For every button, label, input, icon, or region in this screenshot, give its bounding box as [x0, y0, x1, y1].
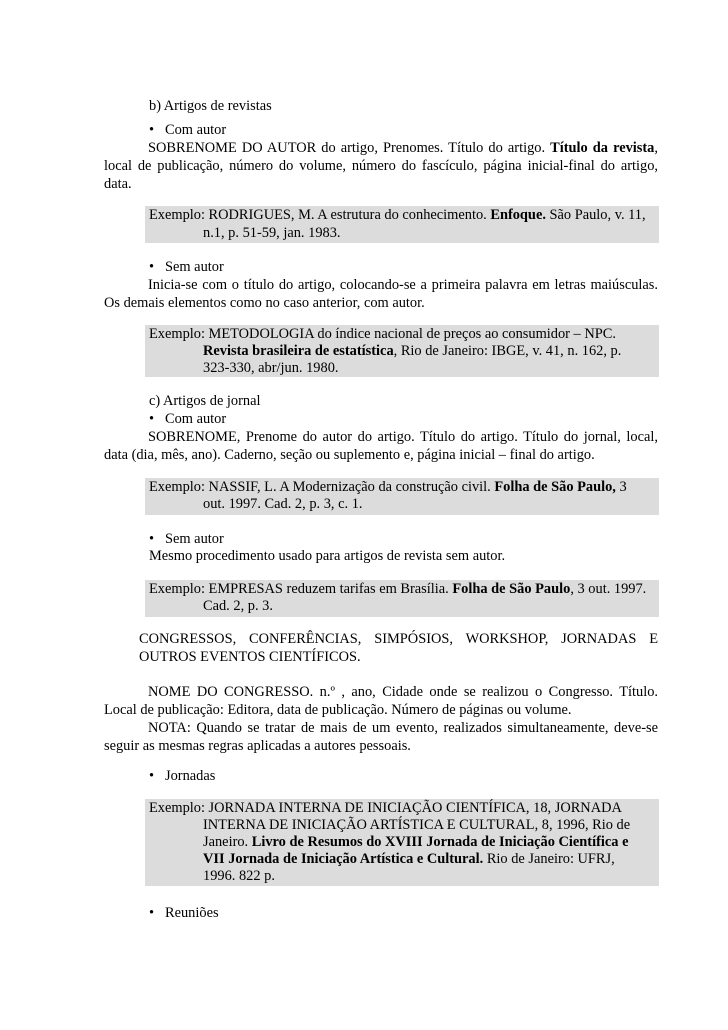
bullet-icon: •	[149, 122, 155, 138]
bullet-icon: •	[149, 259, 155, 275]
example-text: 323-330, abr/jun. 1980.	[203, 360, 339, 376]
bullet-icon: •	[149, 768, 155, 784]
example-text: out. 1997. Cad. 2, p. 3, c. 1.	[203, 496, 363, 512]
list-item: • Reuniões	[149, 905, 219, 921]
list-item: • Com autor	[149, 411, 227, 427]
paragraph: Inicia-se com o título do artigo, colocando-se a primeira palavra em letras maiúsculas. Os demais elementos como no caso anterior, com autor.	[104, 277, 658, 311]
list-item: • Com autor	[149, 122, 227, 138]
example-text: Revista brasileira de estatística, Rio de Janeiro: IBGE, v. 41, n. 162, p.	[203, 343, 622, 359]
paragraph: SOBRENOME, Prenome do autor do artigo. Título do artigo. Título do jornal, local, data (dia, mês, ano). Caderno, seção ou suplemento e, página inicial – final do artigo.	[104, 429, 658, 463]
example-text: Exemplo: EMPRESAS reduzem tarifas em Brasília. Folha de São Paulo, 3 out. 1997.	[149, 581, 647, 597]
list-item: • Sem autor	[149, 259, 224, 275]
section-heading: OUTROS EVENTOS CIENTÍFICOS.	[139, 649, 361, 665]
example-text: Cad. 2, p. 3.	[203, 598, 273, 614]
example-text: Janeiro. Livro de Resumos do XVIII Jornada de Iniciação Científica e	[203, 834, 629, 850]
section-heading: c) Artigos de jornal	[149, 393, 261, 409]
example-text: Exemplo: METODOLOGIA do índice nacional de preços ao consumidor – NPC.	[149, 326, 616, 342]
example-text: Exemplo: NASSIF, L. A Modernização da construção civil. Folha de São Paulo, 3	[149, 479, 627, 495]
example-text: n.1, p. 51-59, jan. 1983.	[203, 225, 341, 241]
section-heading: b) Artigos de revistas	[149, 98, 272, 114]
bullet-icon: •	[149, 411, 155, 427]
paragraph: Mesmo procedimento usado para artigos de revista sem autor.	[149, 548, 506, 564]
list-item: • Sem autor	[149, 531, 224, 547]
paragraph: NOME DO CONGRESSO. n.º , ano, Cidade onde se realizou o Congresso. Título. Local de publicação: Editora, data de publicação. Número de páginas ou volume.	[104, 684, 658, 718]
example-text: 1996. 822 p.	[203, 868, 275, 884]
example-text: VII Jornada de Iniciação Artística e Cultural. Rio de Janeiro: UFRJ,	[203, 851, 615, 867]
bullet-icon: •	[149, 531, 155, 547]
paragraph: NOTA: Quando se tratar de mais de um evento, realizados simultaneamente, deve-se seguir as mesmas regras aplicadas a autores pessoais.	[104, 720, 658, 754]
section-heading: CONGRESSOS, CONFERÊNCIAS, SIMPÓSIOS, WORKSHOP, JORNADAS E	[139, 631, 658, 647]
example-text: INTERNA DE INICIAÇÃO ARTÍSTICA E CULTURAL, 8, 1996, Rio de	[203, 817, 631, 833]
list-item: • Jornadas	[149, 768, 216, 784]
example-text: Exemplo: RODRIGUES, M. A estrutura do conhecimento. Enfoque. São Paulo, v. 11,	[149, 207, 646, 223]
paragraph: SOBRENOME DO AUTOR do artigo, Prenomes. Título do artigo. Título da revista, local de publicação, número do volume, número do fascículo, página inicial-final do artigo, data.	[104, 140, 658, 192]
example-text: Exemplo: JORNADA INTERNA DE INICIAÇÃO CIENTÍFICA, 18, JORNADA	[149, 800, 622, 816]
bullet-icon: •	[149, 905, 155, 921]
